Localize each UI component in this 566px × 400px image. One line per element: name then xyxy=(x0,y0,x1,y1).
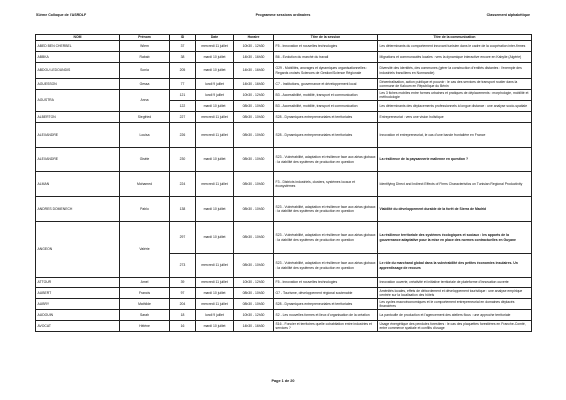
cell-nom: ANGEON xyxy=(36,222,120,278)
cell-horaire: 10h30 - 12h30 xyxy=(234,278,274,288)
cell-horaire: 08h30 - 10h30 xyxy=(234,299,274,310)
cell-id: 226 xyxy=(170,123,196,148)
cell-prenom: Francis xyxy=(120,288,170,299)
cell-communication: Innovation et entrepreneuriat, le cas d'une bande frontalière en France xyxy=(378,123,532,148)
header-colloque: 51ème Colloque de l'ASRDLF xyxy=(36,13,87,17)
table-row xyxy=(36,222,532,254)
cell-id: 16 xyxy=(170,321,196,332)
cell-session: S28 - Dynamiques entrepreneuriales et territoriales xyxy=(274,299,378,310)
cell-nom: ALEXANDRE xyxy=(36,123,120,148)
table-row xyxy=(36,90,532,101)
cell-id: 97 xyxy=(170,288,196,299)
cell-date: mercredi 11 juillet xyxy=(196,172,234,197)
cell-prenom: Siegfried xyxy=(120,112,170,123)
cell-nom: ALMAN xyxy=(36,172,120,197)
cell-prenom: Mathilde xyxy=(120,299,170,310)
cell-date: mercredi 11 juillet xyxy=(196,278,234,288)
cell-horaire: 08h30 - 10h30 xyxy=(234,288,274,299)
cell-communication: Diversité des identités, des communes (gérer la construction d'entités distantes : l'exemple des industriels franciliens en Normandie) xyxy=(378,63,532,79)
table-row xyxy=(36,288,532,299)
cell-communication: Migrations et communautés locales : vers la dynamique interactive encore en Kabylie (Algérie) xyxy=(378,52,532,63)
page-number: Page 1 de 20 xyxy=(271,379,295,383)
cell-prenom: Anna xyxy=(120,90,170,112)
cell-session: S2 - Les nouvelles formes et lieux d'organisation de la création xyxy=(274,310,378,321)
column-header-id: ID xyxy=(170,35,196,41)
cell-communication: Innovation ouverte, créativité et initiative territoriale de plateforme d'innovation ouverte xyxy=(378,278,532,288)
cell-session: F3 - Districts industriels, clusters, systèmes locaux et écosystèmes xyxy=(274,172,378,197)
cell-communication: Aménités locales, effets de débordement et développement touristique : une analyse empirique centrée sur la localisation des hôtels xyxy=(378,288,532,299)
cell-id: 297 xyxy=(170,222,196,254)
table-row xyxy=(36,197,532,222)
cell-communication: Usage énergétique des pendules forestiers : le cas des plaquettes forestières en Franche-Comté, entre commerce spatiale et conflits d'usage xyxy=(378,321,532,332)
cell-date: lundi 9 juillet xyxy=(196,310,234,321)
table-row xyxy=(36,123,532,148)
cell-nom: ABDOU LEDOUNDIS xyxy=(36,63,120,79)
cell-id: 38 xyxy=(170,52,196,63)
header-programme: Programme sessions ordinaires xyxy=(255,13,311,17)
column-header-horaire: Horaire xyxy=(234,35,274,41)
cell-id: 273 xyxy=(170,254,196,278)
cell-horaire: 08h30 - 10h30 xyxy=(234,222,274,254)
cell-prenom: Gessa xyxy=(120,79,170,90)
cell-prenom: Gisèle xyxy=(120,148,170,172)
cell-horaire: 14h30 - 16h30 xyxy=(234,63,274,79)
cell-communication: Décentralisation, action publique et pouvoir : le cas des services de transport routier dans la commune de Kaloum en République du Bénin xyxy=(378,79,532,90)
cell-prenom: Hélène xyxy=(120,321,170,332)
cell-id: 121 xyxy=(170,90,196,101)
cell-nom: AUBRY xyxy=(36,299,120,310)
cell-horaire: 10h30 - 12h30 xyxy=(234,310,274,321)
cell-horaire: 08h30 - 10h30 xyxy=(234,254,274,278)
cell-id: 122 xyxy=(170,101,196,112)
cell-session: S23 - Vulnérabilité, adaptation et résilience face aux aléas globaux : la viabilité des systèmes de production en question xyxy=(274,222,378,254)
column-header-prenom: Prénom xyxy=(120,35,170,41)
cell-horaire: 08h30 - 10h30 xyxy=(234,148,274,172)
cell-prenom: Sarah xyxy=(120,310,170,321)
table-row xyxy=(36,112,532,123)
column-header-communication: Titre de la communication xyxy=(378,35,532,41)
cell-horaire: 14h30 - 16h30 xyxy=(234,52,274,63)
table-row xyxy=(36,278,532,288)
cell-horaire: 08h30 - 10h30 xyxy=(234,172,274,197)
cell-id: 230 xyxy=(170,148,196,172)
cell-date: mardi 10 juillet xyxy=(196,288,234,299)
table-row xyxy=(36,41,532,52)
cell-session: F5 - Innovation et nouvelles technologies xyxy=(274,41,378,52)
column-header-nom: NOM xyxy=(36,35,120,41)
cell-nom: ABED BEN CHERBEL xyxy=(36,41,120,52)
cell-nom: ALEXANDRE xyxy=(36,148,120,172)
cell-communication: Les déterminants des déplacements professionnels à longue distance : une analyse socio-spatiale xyxy=(378,101,532,112)
table-row xyxy=(36,299,532,310)
cell-date: mercredi 11 juillet xyxy=(196,123,234,148)
cell-nom: AUDOUIN xyxy=(36,310,120,321)
table-row xyxy=(36,321,532,332)
cell-prenom: Sonia xyxy=(120,63,170,79)
cell-communication: Identifying Direct and Indirect Effects of Firms Characteristics on Tunisian Regional Productivity xyxy=(378,172,532,197)
cell-date: mardi 10 juillet xyxy=(196,52,234,63)
cell-horaire: 08h30 - 10h30 xyxy=(234,197,274,222)
cell-horaire: 14h30 - 16h30 xyxy=(234,321,274,332)
cell-communication: La résilience territoriale des systèmes écologiques et sociaux : les apports de la gouvernance adaptative pour la mise en place des normes contractuelles en Guyane xyxy=(378,222,532,254)
cell-date: mardi 10 juillet xyxy=(196,148,234,172)
cell-nom: ANDRES DOMENECH xyxy=(36,197,120,222)
cell-id: 204 xyxy=(170,299,196,310)
cell-session: S16 - Foncier et territoires quelle cohabitation entre industries et services ? xyxy=(274,321,378,332)
cell-communication: Les cycles macroéconomiques et le comportement entrepreneurial en domaines déplacés financières xyxy=(378,299,532,310)
cell-prenom: Mohamed xyxy=(120,172,170,197)
cell-date: lundi 9 juillet xyxy=(196,79,234,90)
cell-session: B3 - Accessibilité, mobilité, transport et communication xyxy=(274,101,378,112)
cell-communication: Entrepreneuriat : vers une vision holistique xyxy=(378,112,532,123)
cell-session: G29 - Mobilités, ancrages et dynamiques organisationnelles : Regards croisés Sciences de Gestion/Science Régionale xyxy=(274,63,378,79)
cell-id: 39 xyxy=(170,278,196,288)
cell-session: S28 - Dynamiques entrepreneuriales et territoriales xyxy=(274,112,378,123)
cell-nom: AGUESSON xyxy=(36,79,120,90)
header-classement: Classement alphabétique xyxy=(486,13,530,17)
cell-session: S23 - Vulnérabilité, adaptation et résilience face aux aléas globaux : la viabilité des systèmes de production en question xyxy=(274,197,378,222)
cell-nom: ALBERTON xyxy=(36,112,120,123)
cell-id: 227 xyxy=(170,112,196,123)
cell-date: mardi 10 juillet xyxy=(196,222,234,254)
cell-communication: Les 3 fiches mobiles entre formes urbaines et pratiques de déplacements : morphologie, mobilité et méthodologie xyxy=(378,90,532,101)
table-row xyxy=(36,79,532,90)
cell-horaire: 08h30 - 10h30 xyxy=(234,101,274,112)
cell-prenom: Valérie xyxy=(120,222,170,278)
cell-date: mardi 10 juillet xyxy=(196,321,234,332)
cell-session: F5 - Innovation et nouvelles technologies xyxy=(274,278,378,288)
cell-prenom: Amel xyxy=(120,278,170,288)
cell-session: G7 - Tourisme, développement régional soutenable xyxy=(274,288,378,299)
cell-communication: Le rôle du marchand global dans la vulnérabilité des petites économies insulaires. Un apprentissage de recours xyxy=(378,254,532,278)
cell-date: mardi 10 juillet xyxy=(196,63,234,79)
cell-id: 138 xyxy=(170,197,196,222)
cell-session: C7 - Institutions, gouvernance et développement local xyxy=(274,79,378,90)
table-row xyxy=(36,148,532,172)
cell-session: B3 - Accessibilité, mobilité, transport et communication xyxy=(274,90,378,101)
cell-communication: La pantoufle de production et l'agencement des ateliers flous : une approche territoriale xyxy=(378,310,532,321)
cell-horaire: 08h30 - 10h30 xyxy=(234,123,274,148)
cell-id: 77 xyxy=(170,79,196,90)
cell-nom: ATTOUR xyxy=(36,278,120,288)
cell-prenom: Louisa xyxy=(120,123,170,148)
cell-date: mercredi 11 juillet xyxy=(196,112,234,123)
schedule-table xyxy=(35,34,532,332)
cell-prenom: Pablo xyxy=(120,197,170,222)
column-header-session: Titre de la session xyxy=(274,35,378,41)
cell-session: S23 - Vulnérabilité, adaptation et résilience face aux aléas globaux : la viabilité des systèmes de production en question xyxy=(274,254,378,278)
cell-horaire: 08h30 - 10h30 xyxy=(234,112,274,123)
cell-communication: La résilience de la paysannerie malienne en question ? xyxy=(378,148,532,172)
cell-id: 37 xyxy=(170,41,196,52)
cell-session: S28 - Dynamiques entrepreneuriales et territoriales xyxy=(274,123,378,148)
table-row xyxy=(36,52,532,63)
cell-date: lundi 9 juillet xyxy=(196,90,234,101)
cell-horaire: 14h30 - 16h30 xyxy=(234,79,274,90)
cell-id: 18 xyxy=(170,310,196,321)
cell-nom: AVOCAT xyxy=(36,321,120,332)
cell-date: mardi 10 juillet xyxy=(196,101,234,112)
cell-nom: ABBKA xyxy=(36,52,120,63)
cell-id: 224 xyxy=(170,172,196,197)
table-row xyxy=(36,310,532,321)
column-header-date: Date xyxy=(196,35,234,41)
cell-session: B6 - Evolution du marché du travail xyxy=(274,52,378,63)
cell-communication: Les déterminants du comportement innovant tunisien dans le cadre de la coopération inter-firmes xyxy=(378,41,532,52)
cell-prenom: Wiem xyxy=(120,41,170,52)
cell-date: mercredi 11 juillet xyxy=(196,299,234,310)
cell-horaire: 10h30 - 12h30 xyxy=(234,90,274,101)
cell-date: mercredi 11 juillet xyxy=(196,254,234,278)
cell-id: 205 xyxy=(170,63,196,79)
table-row xyxy=(36,172,532,197)
cell-nom: AUBERT xyxy=(36,288,120,299)
cell-horaire: 10h30 - 12h30 xyxy=(234,41,274,52)
cell-communication: Viabilité du développement durable de la forêt de Sierra de Madrid xyxy=(378,197,532,222)
cell-prenom: Rabab xyxy=(120,52,170,63)
cell-date: mercredi 11 juillet xyxy=(196,41,234,52)
cell-date: mardi 10 juillet xyxy=(196,197,234,222)
cell-session: S23 - Vulnérabilité, adaptation et résilience face aux aléas globaux : la viabilité des systèmes de production en question xyxy=(274,148,378,172)
cell-nom: AGUSTRA xyxy=(36,90,120,112)
table-row xyxy=(36,63,532,79)
